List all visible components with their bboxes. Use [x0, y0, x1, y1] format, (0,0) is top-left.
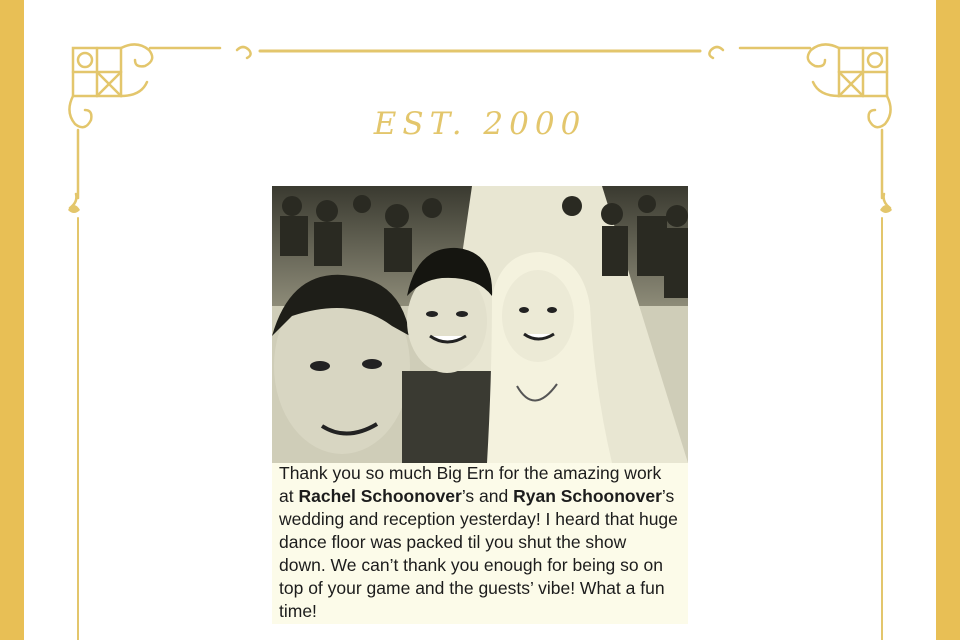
testimonial-card [272, 186, 688, 624]
line-2-suffix: ’s [661, 486, 675, 506]
groom-name: Ryan Schoonover [513, 486, 662, 506]
testimonial-line-6: top of your game and the guests’ vibe! What a fun [279, 578, 665, 598]
top-left-scroll [237, 47, 251, 58]
testimonial-line-2 [279, 485, 688, 508]
testimonial-text [279, 462, 688, 623]
left-leaf-accent [68, 205, 80, 213]
line-2-mid: ’s and [461, 486, 514, 506]
est-year-heading: EST. 2000 [373, 106, 587, 142]
testimonial-line-3: wedding and reception yesterday! I heard that huge [279, 509, 678, 529]
right-leaf-accent [880, 205, 892, 213]
line-2-prefix: at [279, 486, 299, 506]
wedding-selfie-photo [272, 186, 688, 463]
testimonial-line-7: time! [279, 601, 317, 621]
testimonial-line-1: Thank you so much Big Ern for the amazing work [279, 463, 662, 483]
bride-name: Rachel Schoonover [298, 486, 462, 506]
testimonial-line-4: dance floor was packed til you shut the show [279, 532, 627, 552]
testimonial-line-5: down. We can’t thank you enough for being so on [279, 555, 663, 575]
top-right-scroll [709, 47, 723, 58]
